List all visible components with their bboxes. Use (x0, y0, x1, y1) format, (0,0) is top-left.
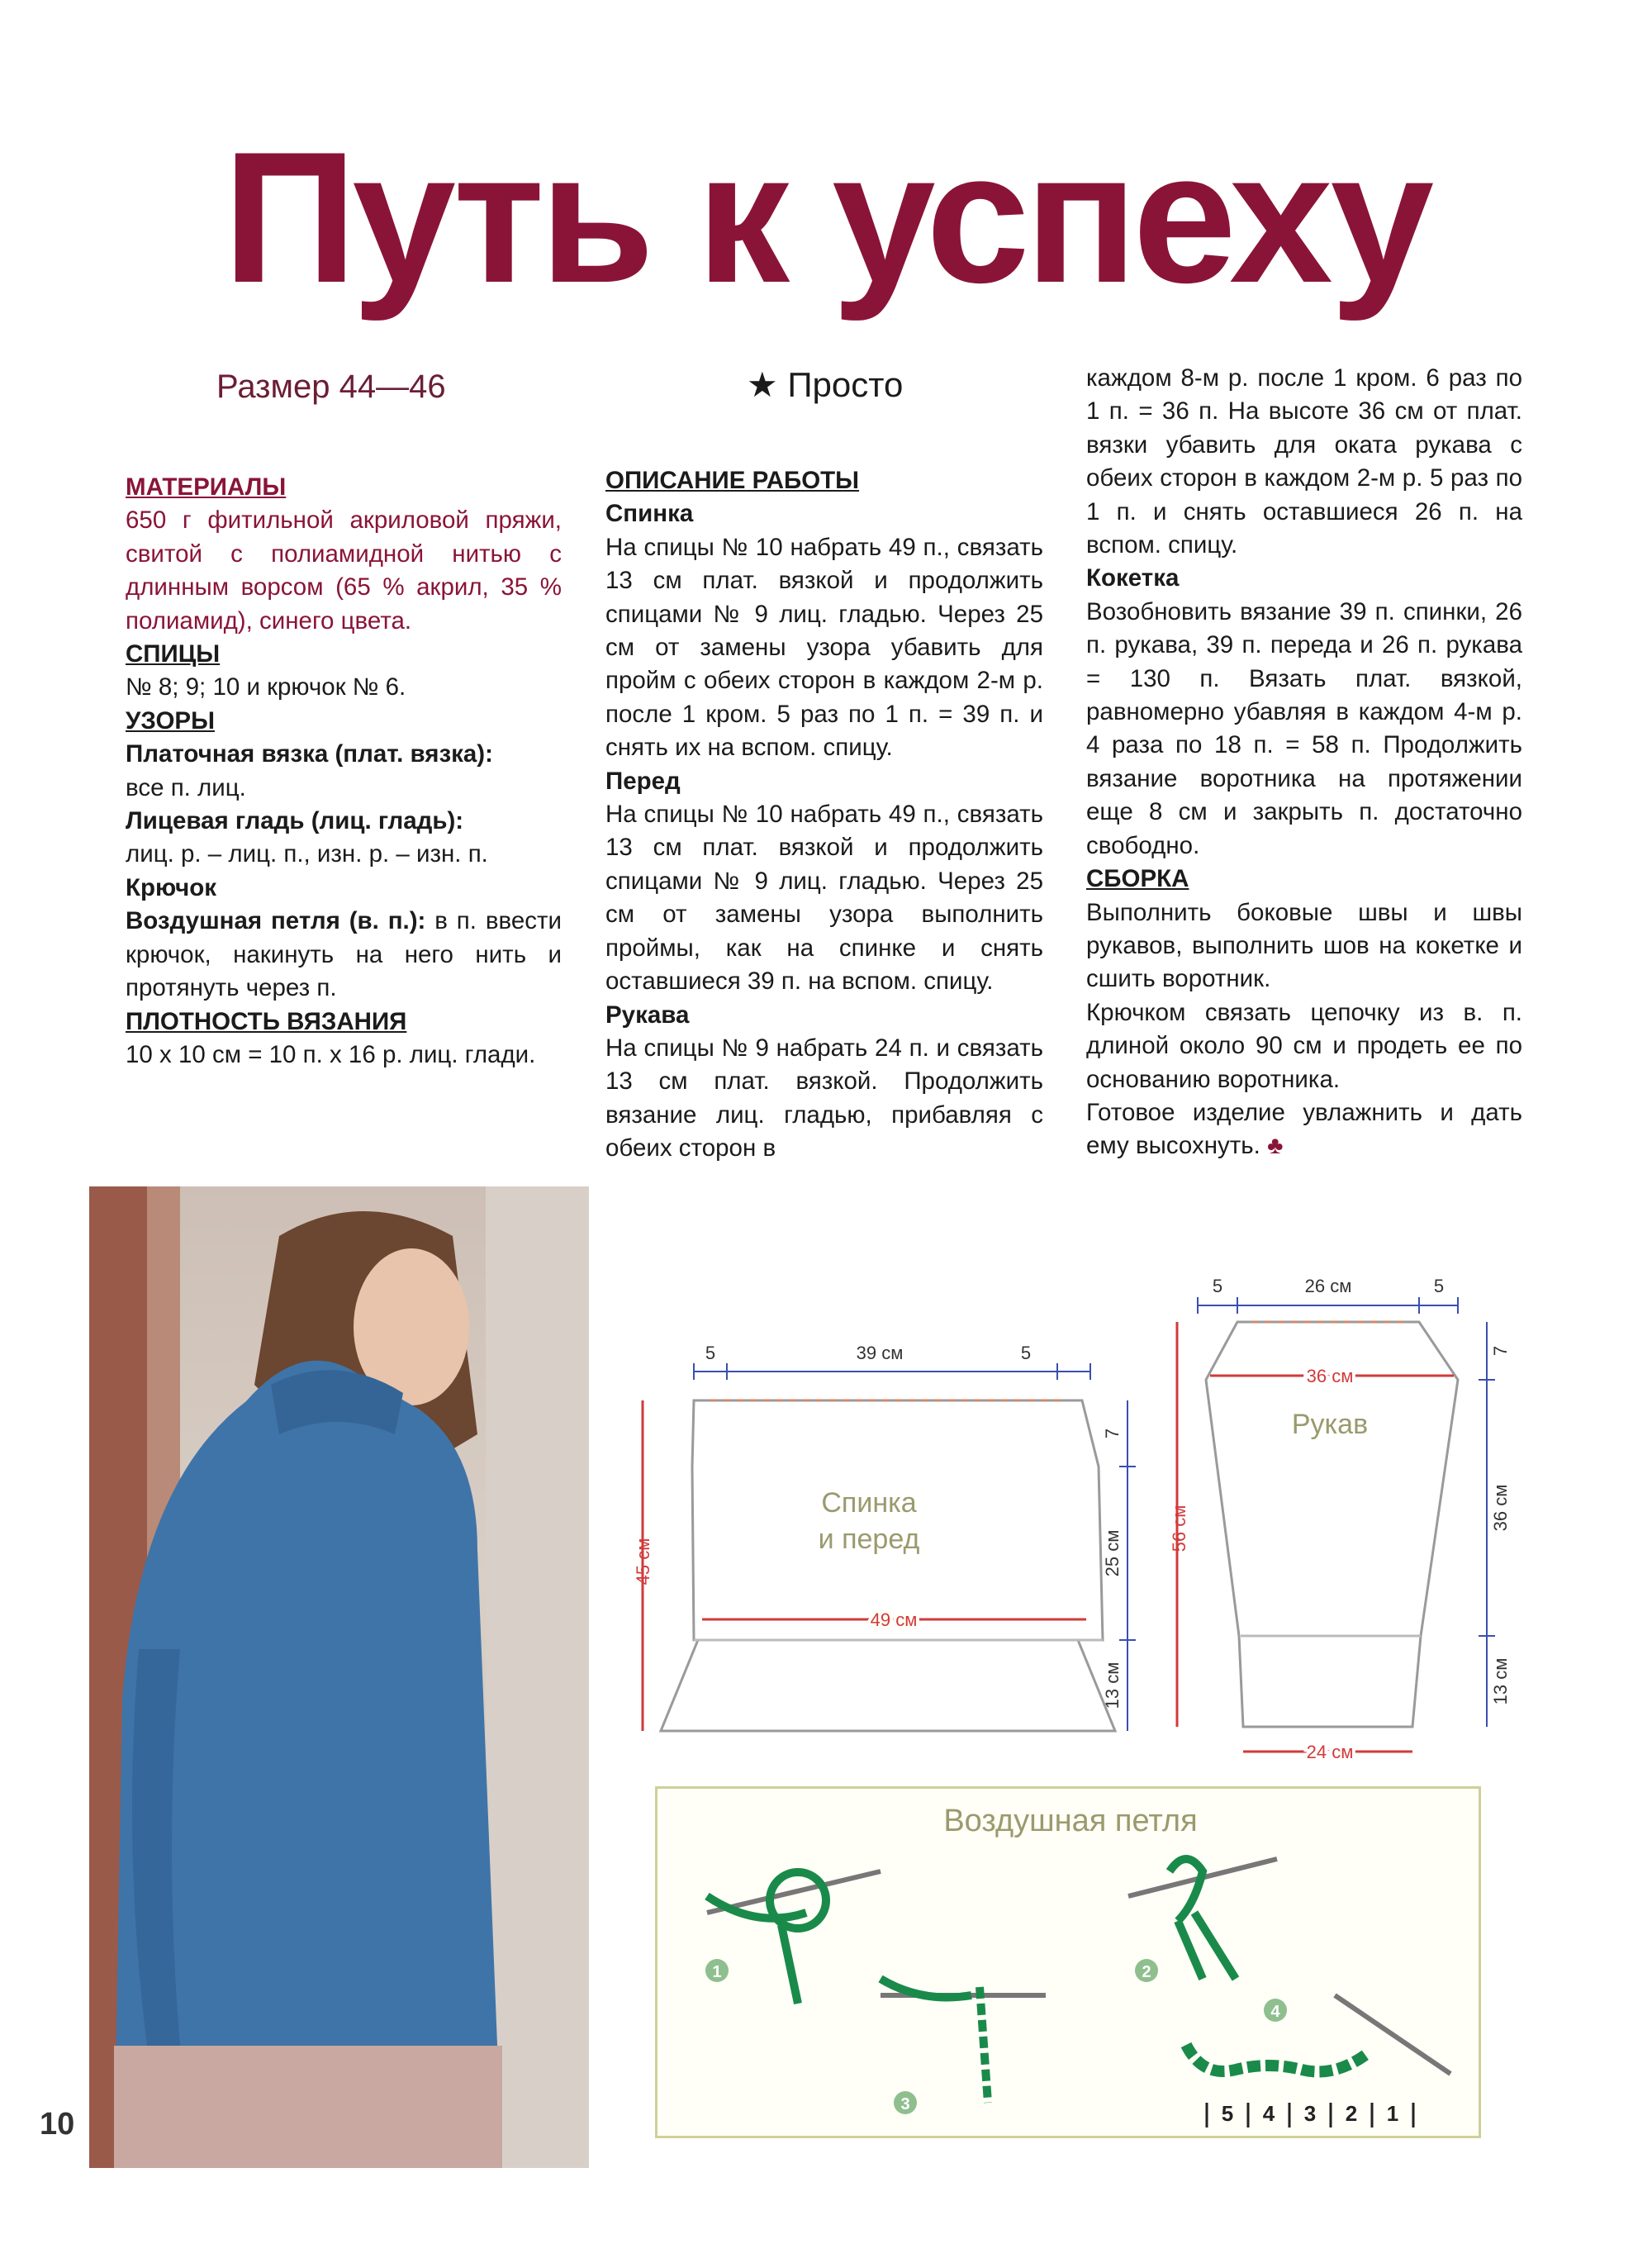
step-4-illustration (1186, 1995, 1450, 2074)
assembly-text-3: Готовое изделие увлажнить и дать ему высохнуть. (1086, 1098, 1522, 1160)
materials-text: 650 г фитильной акриловой пряжи, свитой с полиамидной нитью с длинным ворсом (65 % акрил, 35 % полиамид), синего цвета. (126, 506, 562, 635)
assembly-text-1: Выполнить боковые швы и швы рукавов, выполнить шов на кокетке и сшить воротник. (1086, 898, 1522, 993)
yoke-text: Возобновить вязание 39 п. спинки, 26 п. рукава, 39 п. переда и 26 п. рукава = 130 п. Вязать плат. вязкой, равномерно убавляя в каждом 4-м р. 4 раза по 18 п. = 58 п. Продолжить вязание воротника на протяжении еще 8 см и закрыть п. достаточно свободно. (1086, 597, 1522, 859)
sleeve-top-left: 5 (1212, 1276, 1223, 1296)
sleeve-top-mid: 26 см (1304, 1276, 1352, 1296)
body-schema (628, 1322, 1140, 1752)
assembly-text-2: Крючком связать цепочку из в. п. длиной около 90 см и продеть ее по основанию воротника. (1086, 998, 1522, 1093)
patterns-heading: УЗОРЫ (126, 706, 215, 735)
body-top-mid: 39 см (856, 1343, 904, 1363)
needles-text: № 8; 9; 10 и крючок № 6. (126, 673, 406, 701)
step-3-number: 3 (900, 2095, 910, 2113)
chain-number: 3 (1303, 2101, 1317, 2126)
crochet-steps (657, 1789, 1483, 2141)
chain-name: Воздушная петля (в. п.): (126, 907, 426, 935)
body-top-right: 5 (1020, 1343, 1032, 1363)
yoke-heading: Кокетка (1086, 564, 1180, 592)
page-number: 10 (40, 2107, 75, 2142)
chain-number: 4 (1262, 2101, 1275, 2126)
sleeve-height-total: 56 см (1169, 1505, 1189, 1552)
body-top-left: 5 (705, 1343, 716, 1363)
pattern2-text: лиц. р. – лиц. п., изн. р. – изн. п. (126, 840, 488, 868)
front-text: На спицы № 10 набрать 49 п., связать 13 см плат. вязкой и продолжить спицами № 9 лиц. гладью. Через 25 см от замены узора выполнить проймы, как на спинке и снять оставшиеся 39 п. на вспом. спицу. (605, 801, 1043, 996)
sleeve-h-top: 7 (1490, 1345, 1511, 1357)
step-2-illustration (1128, 1859, 1277, 1982)
body-h-top: 7 (1102, 1428, 1123, 1439)
sweater-photo (89, 1186, 589, 2168)
body-outline (661, 1400, 1115, 1731)
hook-heading: Крючок (126, 873, 217, 901)
body-width: 49 см (870, 1609, 918, 1630)
sleeve-schema (1169, 1264, 1536, 1768)
body-label-1: Спинка (821, 1487, 917, 1519)
sleeve-width-bottom: 24 см (1306, 1742, 1354, 1762)
front-heading: Перед (605, 767, 681, 795)
right-column (1086, 362, 1522, 1163)
step-2-number: 2 (1142, 1963, 1151, 1981)
difficulty-label: Просто (787, 365, 904, 404)
chain-text: в п. ввести крючок, накинуть на него нить и протянуть через п. (126, 907, 562, 1002)
sleeve-width-upper: 36 см (1306, 1366, 1354, 1386)
body-label-2: и перед (818, 1524, 920, 1555)
chain-number: 5 (1221, 2101, 1234, 2126)
step-1-number: 1 (712, 1963, 722, 1981)
chain-number: 2 (1345, 2101, 1358, 2126)
work-heading: ОПИСАНИЕ РАБОТЫ (605, 467, 860, 494)
crochet-chain-diagram (655, 1786, 1481, 2138)
page-title: Путь к успеху (222, 112, 1430, 321)
materials-heading: МАТЕРИАЛЫ (126, 473, 287, 501)
difficulty (747, 364, 903, 405)
body-h-mid: 25 см (1102, 1529, 1123, 1577)
pattern2-name: Лицевая гладь (лиц. гладь): (126, 807, 464, 835)
step-1-illustration (705, 1871, 881, 2004)
gauge-heading: ПЛОТНОСТЬ ВЯЗАНИЯ (126, 1007, 407, 1035)
sleeve-top-right: 5 (1433, 1276, 1445, 1296)
needles-heading: СПИЦЫ (126, 640, 221, 668)
body-h-bottom: 13 см (1102, 1662, 1123, 1709)
chain-number: 1 (1386, 2101, 1399, 2126)
end-mark-icon: ♣ (1267, 1132, 1284, 1160)
gauge-text: 10 х 10 см = 10 п. х 16 р. лиц. глади. (126, 1040, 536, 1068)
sleeve-h-bottom: 13 см (1490, 1657, 1511, 1705)
assembly-heading: СБОРКА (1086, 865, 1189, 893)
step-3-illustration (881, 1979, 1046, 2114)
sleeves-cont-text: каждом 8-м р. после 1 кром. 6 раз по 1 п. = 36 п. На высоте 36 см от плат. вязки убавить для оката рукава с обеих сторон в каждом 2-м р. 5 раз по 1 п. и снять оставшиеся 26 п. на вспом. спицу. (1086, 364, 1522, 559)
sleeve-h-mid: 36 см (1490, 1484, 1511, 1532)
sleeve-label: Рукав (1291, 1409, 1369, 1440)
left-column (126, 471, 562, 1072)
crochet-title: Воздушная петля (943, 1804, 1198, 1838)
pattern1-name: Платочная вязка (плат. вязка): (126, 740, 493, 768)
pattern1-text: все п. лиц. (126, 773, 246, 801)
size-label: Размер 44—46 (216, 368, 446, 405)
sweater-illustration (89, 1186, 589, 2168)
sleeves-heading: Рукава (605, 1001, 690, 1029)
step-4-number: 4 (1270, 2003, 1280, 2021)
body-height-total: 45 см (633, 1538, 653, 1586)
middle-column (605, 464, 1043, 1166)
chain-numbers (1207, 2101, 1413, 2128)
back-heading: Спинка (605, 500, 694, 528)
star-icon: ★ (747, 365, 778, 404)
sleeves-text: На спицы № 9 набрать 24 п. и связать 13 см плат. вязкой. Продолжить вязание лиц. гладью, прибавляя с обеих сторон в (605, 1034, 1043, 1162)
back-text: На спицы № 10 набрать 49 п., связать 13 см плат. вязкой и продолжить спицами № 9 лиц. гладью. Через 25 см от замены узора убавить для пройм с обеих сторон в каждом 2-м р. после 1 кром. 5 раз по 1 п. = 39 п. и снять их на вспом. спицу. (605, 533, 1043, 762)
